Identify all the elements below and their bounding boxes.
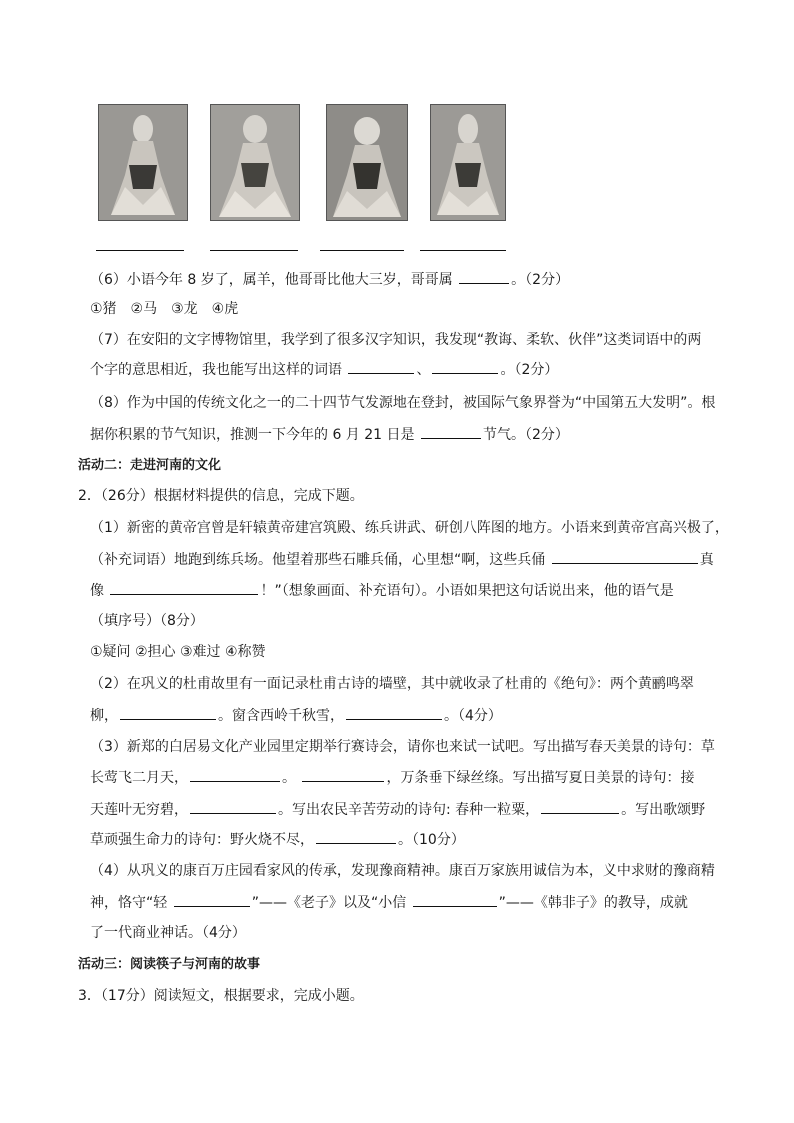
q2-4-blank-1[interactable]: [174, 892, 250, 907]
q2-4-text: 神，恪守“轻: [90, 895, 172, 911]
q2-2-blank-2[interactable]: [346, 705, 442, 720]
q7-separator: 、: [416, 362, 431, 378]
q8-blank[interactable]: [421, 424, 481, 439]
q2-2-blank-1[interactable]: [120, 705, 216, 720]
q6-blank[interactable]: [459, 269, 509, 284]
q7-line1: （7）在安阳的文字博物馆里，我学到了很多汉字知识，我发现“教诲、柔软、伙伴”这类词语中的两: [90, 332, 702, 348]
q2-1-blank-1[interactable]: [552, 549, 698, 564]
q2-4-line2: [90, 892, 688, 913]
q2-3-text-e: 。写出农民辛苦劳动的诗句: 春种一粒粟，: [278, 802, 540, 818]
answer-blank-3[interactable]: [320, 250, 404, 251]
q2-3-line2: [90, 767, 694, 788]
q2-1-line2: [90, 549, 714, 570]
zodiac-photo-row: [96, 104, 516, 254]
zodiac-figurine-horse-icon: [430, 104, 506, 221]
q6-line: [90, 269, 569, 290]
q2-3-line4: [90, 829, 465, 850]
zodiac-figurine-rat-icon: [98, 104, 188, 221]
q7-blank-2[interactable]: [432, 359, 498, 374]
q2-3-blank-1[interactable]: [190, 767, 280, 782]
q2-2-line1: （2）在巩义的杜甫故里有一面记录杜甫古诗的墙壁，其中就收录了杜甫的《绝句》：两个黄鹂鸣翠: [90, 676, 694, 692]
q2-3-text-d: 天莲叶无穷碧，: [90, 802, 188, 818]
q2-1-line1: （1）新密的黄帝宫曾是轩辕黄帝建宫筑殿、练兵讲武、研创八阵图的地方。小语来到黄帝宫高兴极了，: [90, 520, 729, 536]
q2-3-text-f: 。写出歌颂野: [621, 802, 706, 818]
q2-2-text: 柳，: [90, 708, 118, 724]
activity2-heading: 活动二：走进河南的文化: [78, 458, 222, 473]
q2-4-blank-2[interactable]: [413, 892, 497, 907]
q2-4-line3: 了一代商业神话。（4分）: [90, 925, 246, 941]
q2-3-blank-5[interactable]: [316, 829, 396, 844]
q2-1-options: ①疑问 ②担心 ③难过 ④称赞: [90, 644, 266, 660]
q2-1-text-d: ！”（想象画面、补充语句）。小语如果把这句话说出来，他的语气是: [260, 583, 674, 599]
answer-blank-1[interactable]: [96, 250, 184, 251]
answer-blank-2[interactable]: [210, 250, 298, 251]
q2-1-text-b: 真: [699, 552, 714, 568]
q8-text: 据你积累的节气知识，推测一下今年的 6 月 21 日是: [90, 427, 419, 443]
q8-line1: （8）作为中国的传统文化之一的二十四节气发源地在登封，被国际气象界誉为“中国第五大发明”。根: [90, 395, 716, 411]
q2-3-blank-2[interactable]: [302, 767, 384, 782]
q8-score: 节气。（2分）: [482, 427, 569, 443]
q2-1-text-c: 像: [90, 583, 109, 599]
zodiac-figurine-tiger-icon: [210, 104, 300, 221]
q7-score: 。（2分）: [500, 362, 559, 378]
q2-4-text-c: ”——《韩非子》的教导，成就: [498, 895, 688, 911]
q2-3-line1: （3）新郑的白居易文化产业园里定期举行赛诗会，请你也来试一试吧。写出描写春天美景的诗句：草: [90, 739, 715, 755]
q2-3-text: 长莺飞二月天，: [90, 770, 188, 786]
q2-3-score: 。（10分）: [398, 832, 465, 848]
q6-score: 。（2分）: [511, 272, 570, 288]
zodiac-figurine-pig-icon: [326, 104, 408, 221]
q7-text: 个字的意思相近，我也能写出这样的词语: [90, 362, 347, 378]
q6-text: （6）小语今年 8 岁了，属羊，他哥哥比他大三岁，哥哥属: [90, 272, 458, 288]
activity3-heading: 活动三：阅读筷子与河南的故事: [78, 957, 261, 972]
q2-3-text-g: 草顽强生命力的诗句：野火烧不尽，: [90, 832, 314, 848]
q2-1-line4: （填序号）（8分）: [90, 613, 204, 629]
q2-4-text-b: ”——《老子》以及“小信: [251, 895, 411, 911]
q2-2-text-b: 。窗含西岭千秋雪，: [218, 708, 344, 724]
q2-1-text: （补充词语）地跑到练兵场。他望着那些石雕兵俑，心里想“啊，这些兵俑: [90, 552, 550, 568]
q6-options: ①猪 ②马 ③龙 ④虎: [90, 301, 239, 317]
q2-header: 2．（26分）根据材料提供的信息，完成下题。: [78, 488, 364, 504]
q2-3-text-b: 。: [282, 770, 301, 786]
q2-4-line1: （4）从巩义的康百万庄园看家风的传承，发现豫商精神。康百万家族用诚信为本，义中求财的豫商精: [90, 863, 715, 879]
q7-blank-1[interactable]: [348, 359, 414, 374]
q2-2-score: 。（4分）: [444, 708, 502, 724]
q2-3-blank-4[interactable]: [541, 799, 619, 814]
answer-blank-4[interactable]: [420, 250, 506, 251]
q2-2-line2: [90, 705, 502, 726]
q2-3-text-c: ，万条垂下绿丝绦。写出描写夏日美景的诗句：接: [386, 770, 695, 786]
q2-1-blank-2[interactable]: [110, 580, 258, 595]
q7-line2: [90, 359, 558, 380]
q3-header: 3．（17分）阅读短文，根据要求，完成小题。: [78, 988, 364, 1004]
q2-3-line3: [90, 799, 705, 820]
q8-line2: [90, 424, 569, 445]
q2-3-blank-3[interactable]: [190, 799, 276, 814]
q2-1-line3: [90, 580, 674, 601]
